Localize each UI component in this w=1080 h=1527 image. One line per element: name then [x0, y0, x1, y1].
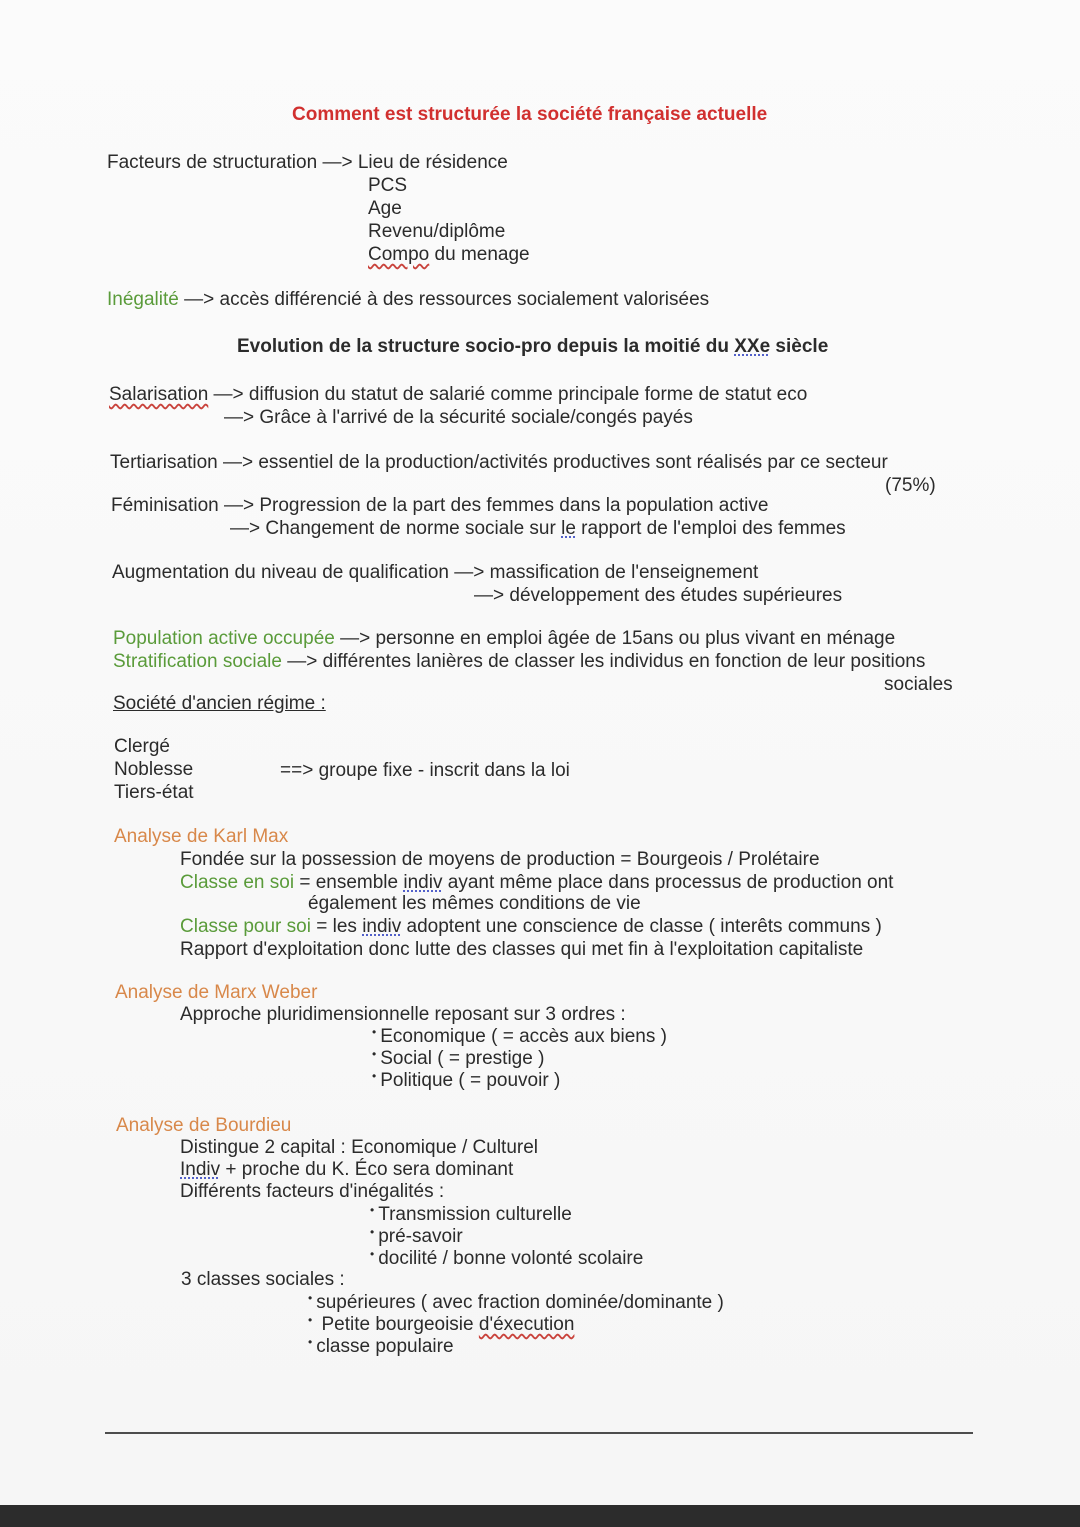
- marx-heading: Analyse de Karl Max: [114, 826, 289, 847]
- bourdieu-classes-label: 3 classes sociales :: [181, 1269, 345, 1290]
- tertiarisation-pct: (75%): [885, 475, 936, 496]
- qualification-line1: Augmentation du niveau de qualification —> massification de l'enseignement: [112, 562, 759, 583]
- bourdieu-line3: Différents facteurs d'inégalités :: [180, 1181, 445, 1202]
- salarisation-line2: —> Grâce à l'arrivé de la sécurité sociale/congés payés: [224, 407, 693, 428]
- bourdieu-facteur-pre-savoir: • pré-savoir: [370, 1225, 463, 1250]
- marx-classe-en-soi: Classe en soi = ensemble indiv ayant même place dans processus de production ont: [180, 872, 894, 893]
- facteur-revenu: Revenu/diplôme: [368, 221, 506, 242]
- ancien-regime-note: ==> groupe fixe - inscrit dans la loi: [280, 760, 570, 781]
- evolution-heading: Evolution de la structure socio-pro depuis la moitié du XXe siècle: [237, 336, 829, 357]
- population-active-line: Population active occupée —> personne en emploi âgée de 15ans ou plus vivant en ménage: [113, 628, 896, 649]
- feminisation-line1: Féminisation —> Progression de la part des femmes dans la population active: [111, 495, 769, 516]
- tertiarisation-line: Tertiarisation —> essentiel de la production/activités productives sont réalisés par ce secteur: [110, 452, 888, 473]
- scan-edge: [0, 1505, 1080, 1527]
- group-clerge: Clergé: [114, 736, 170, 757]
- classe-superieures: • supérieures ( avec fraction dominée/dominante ): [308, 1291, 724, 1316]
- inegalite-definition: Inégalité —> accès différencié à des ressources socialement valorisées: [107, 289, 710, 310]
- bourdieu-heading: Analyse de Bourdieu: [116, 1115, 292, 1136]
- facteur-pcs: PCS: [368, 175, 408, 196]
- marx-line3: également les mêmes conditions de vie: [308, 893, 641, 914]
- group-tiers-etat: Tiers-état: [114, 782, 194, 803]
- stratification-line: Stratification sociale —> différentes lanières de classer les individus en fonction de leur positions: [113, 651, 926, 672]
- stratification-cont: sociales: [884, 674, 953, 695]
- bottom-divider: [105, 1432, 973, 1434]
- classe-petite-bourgeoisie: • Petite bourgeoisie d'éxecution: [308, 1313, 574, 1338]
- qualification-line2: —> développement des études supérieures: [474, 585, 843, 606]
- facteurs-label: Facteurs de structuration —> Lieu de résidence: [107, 152, 508, 173]
- page-title: Comment est structurée la société française actuelle: [292, 104, 768, 125]
- feminisation-line2: —> Changement de norme sociale sur le rapport de l'emploi des femmes: [230, 518, 846, 539]
- salarisation-line1: Salarisation —> diffusion du statut de salarié comme principale forme de statut eco: [109, 384, 808, 405]
- marx-line5: Rapport d'exploitation donc lutte des classes qui met fin à l'exploitation capitaliste: [180, 939, 864, 960]
- ancien-regime-heading: Société d'ancien régime :: [113, 693, 326, 714]
- classe-populaire: • classe populaire: [308, 1335, 454, 1360]
- facteur-compo: Compo du menage: [368, 244, 530, 265]
- bourdieu-line1: Distingue 2 capital : Economique / Culturel: [180, 1137, 539, 1158]
- marx-classe-pour-soi: Classe pour soi = les indiv adoptent une conscience de classe ( interêts communs ): [180, 916, 882, 937]
- weber-heading: Analyse de Marx Weber: [115, 982, 318, 1003]
- marx-line1: Fondée sur la possession de moyens de production = Bourgeois / Prolétaire: [180, 849, 820, 870]
- weber-ordre-economique: • Economique ( = accès aux biens ): [372, 1025, 667, 1050]
- bourdieu-facteur-transmission: • Transmission culturelle: [370, 1203, 572, 1228]
- group-noblesse: Noblesse: [114, 759, 194, 780]
- bourdieu-line2: Indiv + proche du K. Éco sera dominant: [180, 1159, 514, 1180]
- weber-line1: Approche pluridimensionnelle reposant sur 3 ordres :: [180, 1004, 626, 1025]
- weber-ordre-politique: • Politique ( = pouvoir ): [372, 1069, 560, 1094]
- bourdieu-facteur-docilite: • docilité / bonne volonté scolaire: [370, 1247, 643, 1272]
- facteur-age: Age: [368, 198, 402, 219]
- weber-ordre-social: • Social ( = prestige ): [372, 1047, 544, 1072]
